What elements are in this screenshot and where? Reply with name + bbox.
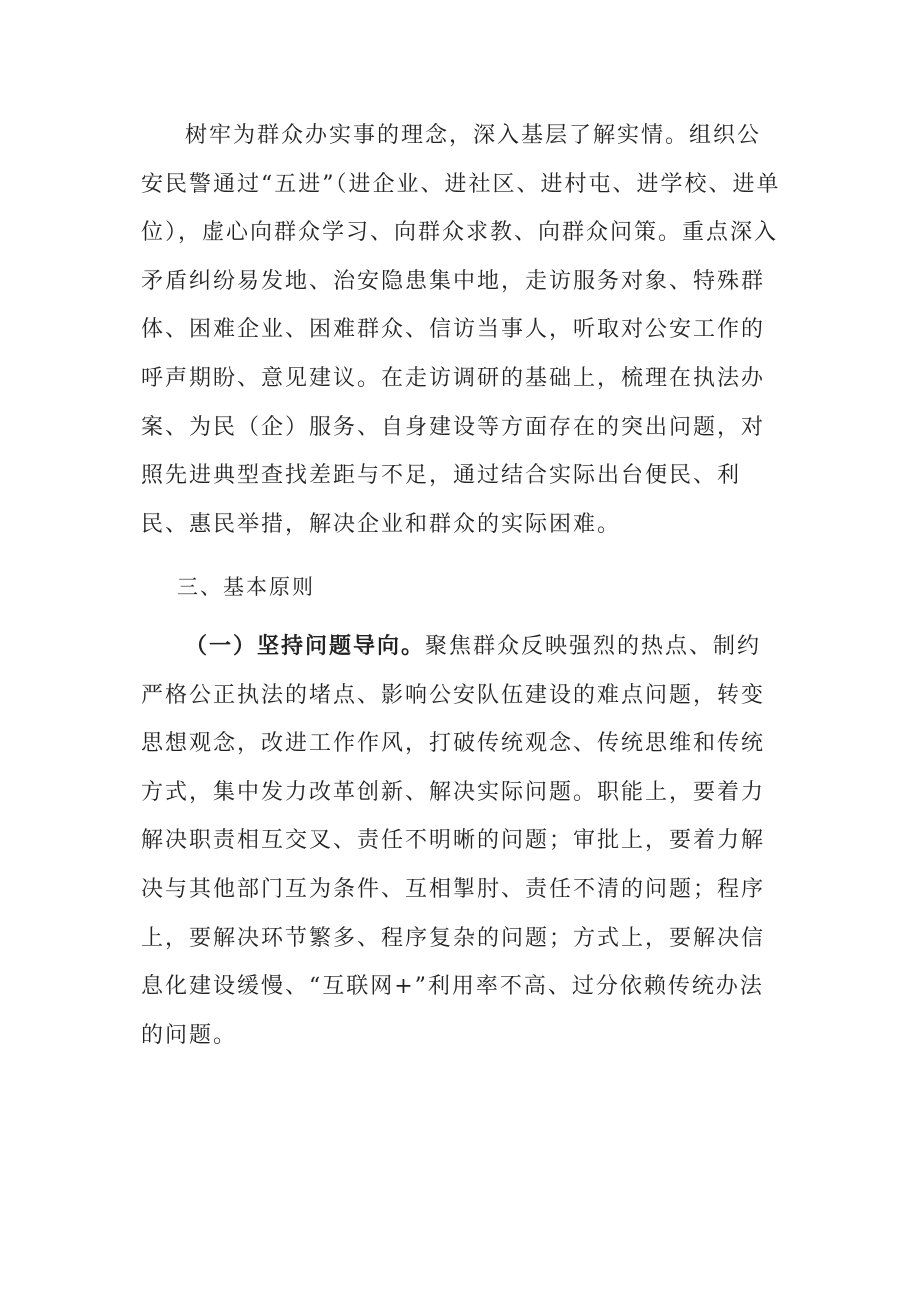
document-body bbox=[141, 112, 781, 1060]
section-heading-basic-principles: 三、基本原则 bbox=[177, 575, 315, 600]
paragraph-lead-heading: （一）坚持问题导向。 bbox=[185, 632, 426, 659]
paragraph-investigation: 树牢为群众办实事的理念，深入基层了解实情。组织公安民警通过“五进”（进企业、进社区、进村屯、进学校、进单位），虚心向群众学习、向群众求教、向群众问策。重点深入矛盾纠纷易发地、治安隐患集中地，走访服务对象、特殊群体、困难企业、困难群众、信访当事人，听取对公安工作的呼声期盼、意见建议。在走访调研的基础上，梳理在执法办案、为民（企）服务、自身建设等方面存在的突出问题，对照先进典型查找差距与不足，通过结合实际出台便民、利民、惠民举措，解决企业和群众的实际困难。 bbox=[141, 123, 781, 537]
paragraph-body-text: 聚焦群众反映强烈的热点、制约严格公正执法的堵点、影响公安队伍建设的难点问题，转变思想观念，改进工作作风，打破传统观念、传统思维和传统方式，集中发力改革创新、解决实际问题。职能上，要着力解决职责相互交叉、责任不明晰的问题；审批上，要着力解决与其他部门互为条件、互相掣肘、责任不清的问题；程序上，要解决环节繁多、程序复杂的问题；方式上，要解决信息化建设缓慢、“互联网+”利用率不高、过分依赖传统办法的问题。 bbox=[141, 633, 766, 1048]
paragraph-problem-oriented bbox=[141, 622, 781, 1060]
